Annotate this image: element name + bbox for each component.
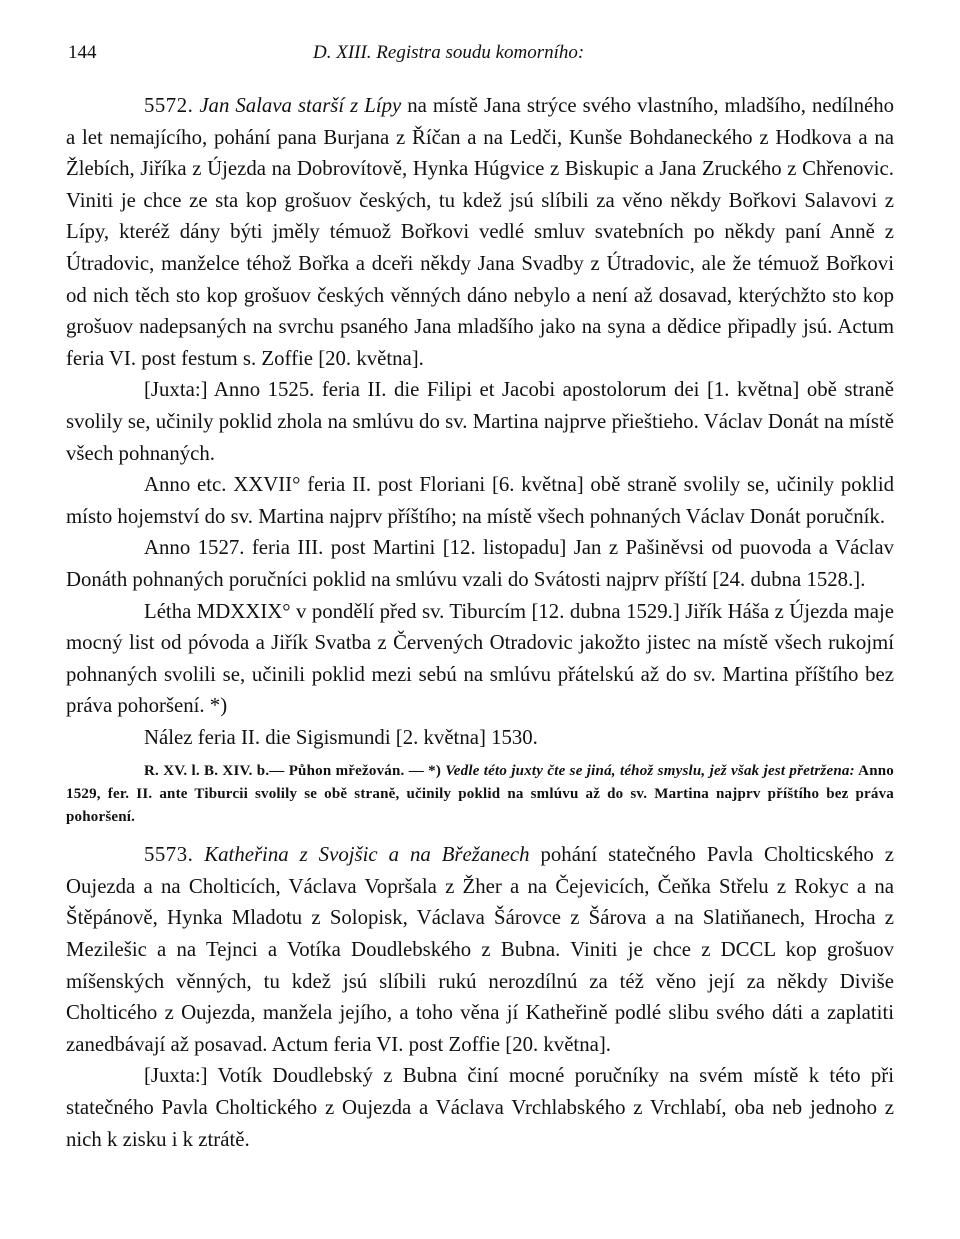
footnote-italic: Vedle této juxty čte se jiná, téhož smyslu, jež však jest přetržena:	[445, 763, 855, 780]
juxta-note: [Juxta:] Anno 1525. feria II. die Filipi et Jacobi apostolorum dei [1. května] obě straně svolily se, učinily poklid zhola na smlúvu do sv. Martina najprve přieštieho. Václav Donát na místě všech pohnaných.	[66, 378, 894, 465]
verdict-note: Nález feria II. die Sigismundi [2. května] 1530.	[144, 725, 538, 749]
entry-text: na místě Jana strýce svého vlastního, mladšího, nedílného a let nemajícího, pohání pana Burjana z Říčan a na Ledči, Kunše Bohdaneckého z Hodkova a na Žlebích, Jiříka z Újezda na Dobrovítově, Hynka Húgvice z Biskupic a Jana Zruckého z Chřenovic. Viniti je chce ze sta kop grošuov českých, tu kdež jsú slíbili za věno někdy Bořkovi Salavovi z Lípy, kteréž dány býti jměly témuož Bořkovi vedlé smluv svatebních po někdy paní Anně z Útradovic, manželce téhož Bořka a dceři někdy Jana Svadby z Útradovic, ale že témuož Bořkovi od nich těch sto kop grošuov českých věnných dáno nebylo a není až dosavad, kterýchžto sto kop grošuov nadepsaných na svrchu psaného Jana mladšího jako na syna a dědice připadly jsú. Actum feria VI. post festum s. Zoffie [20. května].	[66, 94, 895, 370]
entry-text: pohání statečného Pavla Cholticského z Oujezda a na Cholticích, Václava Vopršala z Žher a na Čejevicích, Čeňka Střelu z Rokyc a na Štěpánově, Hynka Mladotu z Solopisk, Václava Šárovce z Šárova a na Slatiňanech, Hrocha z Mezilešic a na Tejnci a Votíka Doudlebského z Bubna. Viniti je chce z DCCL kop grošuov míšenských věnných, tu kdež jsú slíbili rukú nerozdílnú za též věno její za někdy Diviše Cholticého z Oujezda, manžela jejího, a toho věna jí Katheřině podlé slibu svého dáti a zaplatiti zanedbávají až posavad. Actum feria VI. post Zoffie [20. května].	[66, 843, 894, 1056]
entry-5573-paragraph	[66, 839, 894, 1060]
footnote-source: R. XV. l. B. XIV. b.— Půhon mřežován. — *)	[144, 763, 446, 780]
followup-note: Létha MDXXIX° v pondělí před sv. Tiburcím [12. dubna 1529.] Jiřík Háša z Újezda maje mocný list od póvoda a Jiřík Svatba z Červených Otradovic jakožto jistec na místě všech rukojmí pohnaných svolili se, učinili poklid mezi sebú na smlúvu přátelskú až do sv. Martina příštího bez práva pohoršení. *)	[66, 599, 894, 718]
page-header	[68, 42, 892, 68]
entry-number: 5573.	[144, 843, 194, 867]
running-title: D. XIII. Registra soudu komorního:	[313, 42, 585, 63]
entry-party-name: Katheřina z Svojšic a na Břežanech	[204, 843, 530, 867]
entry-party-name: Jan Salava starší z Lípy	[199, 94, 402, 117]
page-number: 144	[68, 42, 97, 63]
footnote-text: Anno 1529, fer. II. ante Tiburcii svolily se obě straně, učinily poklid na smlúvu až do sv. Martina najprv příštího bez práva pohoršení.	[66, 763, 894, 825]
entry-5572-paragraph	[66, 90, 894, 374]
footnote	[66, 760, 894, 828]
body-text	[66, 90, 894, 1155]
followup-note: Anno 1527. feria III. post Martini [12. listopadu] Jan z Pašiněvsi od puovoda a Václav Donáth pohnaných poručníci poklid na smlúvu vzali do Svátosti najprv příští [24. dubna 1528.].	[66, 536, 894, 591]
followup-note: Anno etc. XXVII° feria II. post Floriani [6. května] obě straně svolily se, učinily poklid místo hojemství do sv. Martina najprv příštího; na místě všech pohnaných Václav Donát poručník.	[66, 473, 894, 528]
entry-number: 5572.	[144, 94, 194, 117]
juxta-note: [Juxta:] Votík Doudlebský z Bubna činí mocné poručníky na svém místě k této při statečného Pavla Choltického z Oujezda a Václava Vrchlabského z Vrchlabí, oba neb jednoho z nich k zisku i k ztrátě.	[66, 1064, 894, 1151]
